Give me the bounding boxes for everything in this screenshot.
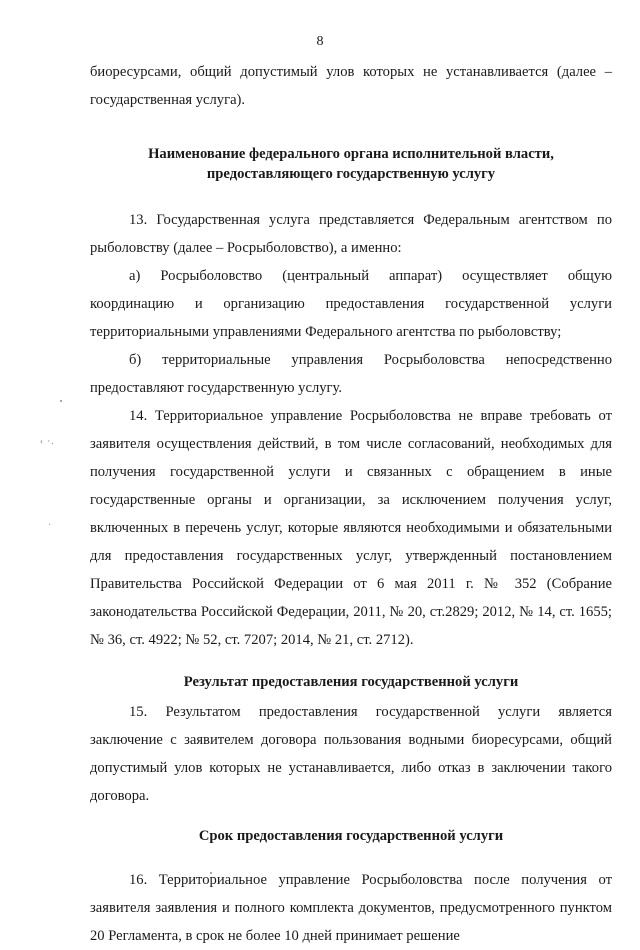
paragraph-14: 14. Территориальное управление Росрыболовства не вправе требовать от заявителя осуществления действий, в том числе согласований, необходимых для получения государственной услуги и связанных с обращением в иные государственные органы и организации, за исключением получения услуг, включенных в перечень услуг, которые являются необходимыми и обязательными для предоставления государственных услуг, утвержденный постановлением Правительства Российской Федерации от 6 мая 2011 г. № 352 (Собрание законодательства Российской Федерации, 2011, № 20, ст.2829; 2012, № 14, ст. 1655; № 36, ст. 4922; № 52, ст. 7207; 2014, № 21, ст. 2712). xyxy=(90,408,612,648)
section-heading-authority: Наименование федерального органа исполнительной власти, предоставляющего государственную услугу xyxy=(148,146,554,182)
page-number: 8 xyxy=(316,34,324,49)
section-heading-term: Срок предоставления государственной услуги xyxy=(198,828,504,844)
continuation-paragraph: биоресурсами, общий допустимый улов которых не устанавливается (далее – государственная услуга). xyxy=(90,64,612,108)
document-body xyxy=(90,58,612,950)
paragraph-15: 15. Результатом предоставления государственной услуги является заключение с заявителем договора пользования водными биоресурсами, общий допустимый улов которых не устанавливается, либо отказ в заключении такого договора. xyxy=(90,704,612,804)
section-heading-result: Результат предоставления государственной услуги xyxy=(183,674,519,690)
paragraph-13-item-a: а) Росрыболовство (центральный аппарат) осуществляет общую координацию и организацию предоставления государственной услуги территориальными управлениями Федерального агентства по рыболовству; xyxy=(90,268,612,340)
paragraph-13: 13. Государственная услуга представляется Федеральным агентством по рыболовству (далее – Росрыболовство), а именно: xyxy=(90,212,612,256)
margin-mark: ‹ ·. xyxy=(40,436,55,446)
scan-dot xyxy=(60,400,62,402)
paragraph-13-item-b: б) территориальные управления Росрыболовства непосредственно предоставляют государственную услугу. xyxy=(90,352,612,396)
paragraph-16: 16. Территориальное управление Росрыболовства после получения от заявителя заявления и полного комплекта документов, предусмотренного пунктом 20 Регламента, в срок не более 10 дней принимает решение xyxy=(90,872,612,944)
margin-tick: · xyxy=(48,520,52,531)
